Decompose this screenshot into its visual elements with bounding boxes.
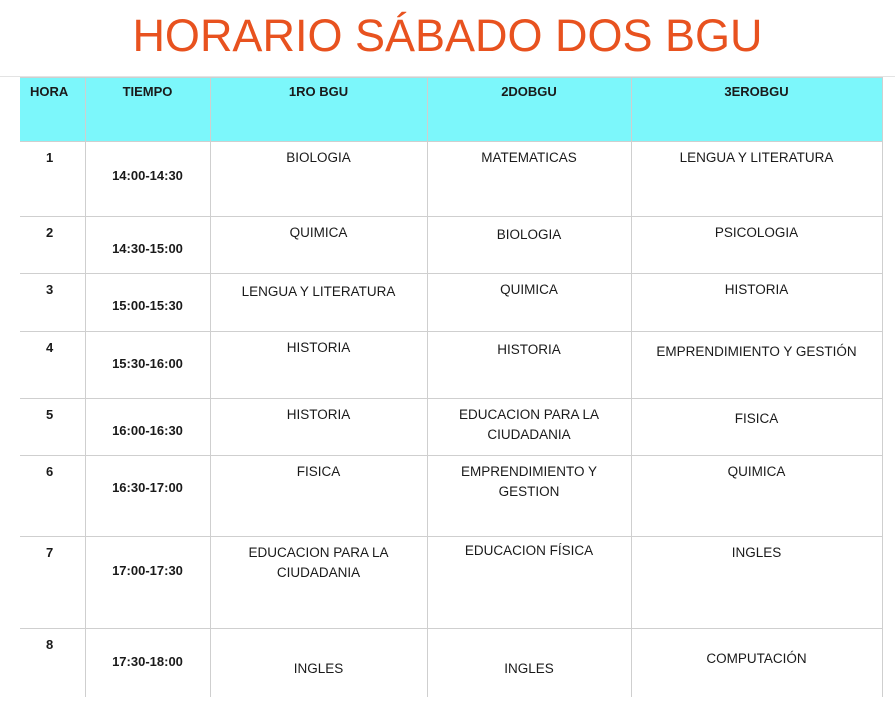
subject-label: COMPUTACIÓN: [706, 651, 807, 666]
subject-cell-c1: [210, 399, 427, 456]
header-2do-bgu: 2DOBGU: [427, 78, 631, 142]
subject-label: EDUCACION PARA LA CIUDADANIA: [458, 407, 600, 442]
subject-cell-c1: [210, 629, 427, 697]
table-row: [20, 456, 882, 537]
table-row: [20, 537, 882, 629]
subject-cell-c3: [631, 399, 882, 456]
subject-label: BIOLOGIA: [496, 227, 562, 242]
tiempo-label: 17:30-18:00: [112, 654, 183, 669]
tiempo-label: 14:00-14:30: [112, 168, 183, 183]
tiempo-cell: [85, 217, 210, 274]
header-1ro-bgu: 1RO BGU: [210, 78, 427, 142]
header-row: [20, 78, 882, 142]
subject-cell-c1: [210, 537, 427, 629]
table-row: [20, 142, 882, 217]
subject-label: INGLES: [504, 661, 554, 676]
tiempo-cell: [85, 332, 210, 399]
tiempo-cell: [85, 629, 210, 697]
subject-cell-c2: [427, 399, 631, 456]
subject-label: FISICA: [734, 411, 779, 426]
subject-cell-c2: [427, 274, 631, 332]
header-hora: HORA: [20, 78, 85, 142]
subject-cell-c1: [210, 217, 427, 274]
tiempo-label: 15:00-15:30: [112, 298, 183, 313]
subject-label: HISTORIA: [286, 340, 351, 355]
subject-label: QUIMICA: [500, 282, 558, 297]
subject-label: BIOLOGIA: [286, 150, 351, 165]
subject-cell-c2: [427, 537, 631, 629]
hora-cell: 7: [20, 537, 85, 629]
schedule-table: [20, 77, 883, 697]
tiempo-label: 15:30-16:00: [112, 356, 183, 371]
tiempo-cell: [85, 537, 210, 629]
subject-cell-c2: [427, 332, 631, 399]
table-row: [20, 274, 882, 332]
table-row: [20, 332, 882, 399]
table-row: [20, 399, 882, 456]
tiempo-cell: [85, 142, 210, 217]
subject-cell-c2: [427, 456, 631, 537]
tiempo-cell: [85, 399, 210, 456]
subject-label: EDUCACION FÍSICA: [464, 543, 594, 558]
subject-label: QUIMICA: [727, 464, 786, 479]
hora-cell: 8: [20, 629, 85, 697]
tiempo-cell: [85, 274, 210, 332]
header-tiempo: TIEMPO: [85, 78, 210, 142]
subject-label: INGLES: [731, 545, 782, 560]
subject-cell-c3: [631, 332, 882, 399]
subject-label: QUIMICA: [289, 225, 348, 240]
subject-label: MATEMATICAS: [481, 150, 577, 165]
page-title: HORARIO SÁBADO DOS BGU: [132, 10, 763, 61]
subject-cell-c1: [210, 142, 427, 217]
hora-cell: 4: [20, 332, 85, 399]
subject-cell-c3: [631, 217, 882, 274]
subject-label: EDUCACION PARA LA CIUDADANIA: [248, 545, 389, 580]
table-row: [20, 629, 882, 697]
subject-cell-c2: [427, 217, 631, 274]
table-row: [20, 217, 882, 274]
subject-label: HISTORIA: [724, 282, 789, 297]
hora-cell: 1: [20, 142, 85, 217]
subject-cell-c2: [427, 629, 631, 697]
subject-cell-c2: [427, 142, 631, 217]
hora-cell: 5: [20, 399, 85, 456]
header-3ero-bgu: 3EROBGU: [631, 78, 882, 142]
subject-label: FISICA: [296, 464, 341, 479]
subject-label: EMPRENDIMIENTO Y GESTION: [460, 464, 598, 499]
hora-cell: 3: [20, 274, 85, 332]
subject-cell-c3: [631, 142, 882, 217]
subject-cell-c3: [631, 456, 882, 537]
hora-cell: 2: [20, 217, 85, 274]
subject-cell-c3: [631, 537, 882, 629]
subject-cell-c3: [631, 274, 882, 332]
subject-cell-c1: [210, 274, 427, 332]
subject-label: EMPRENDIMIENTO Y GESTIÓN: [656, 344, 857, 359]
subject-label: LENGUA Y LITERATURA: [241, 284, 396, 299]
subject-label: LENGUA Y LITERATURA: [679, 150, 834, 165]
subject-label: HISTORIA: [497, 342, 561, 357]
tiempo-label: 14:30-15:00: [112, 241, 183, 256]
tiempo-label: 16:30-17:00: [112, 480, 183, 495]
tiempo-label: 17:00-17:30: [112, 563, 183, 578]
hora-cell: 6: [20, 456, 85, 537]
subject-cell-c3: [631, 629, 882, 697]
subject-label: INGLES: [293, 661, 344, 676]
tiempo-cell: [85, 456, 210, 537]
tiempo-label: 16:00-16:30: [112, 423, 183, 438]
subject-label: HISTORIA: [286, 407, 351, 422]
subject-label: PSICOLOGIA: [714, 225, 799, 240]
subject-cell-c1: [210, 332, 427, 399]
subject-cell-c1: [210, 456, 427, 537]
